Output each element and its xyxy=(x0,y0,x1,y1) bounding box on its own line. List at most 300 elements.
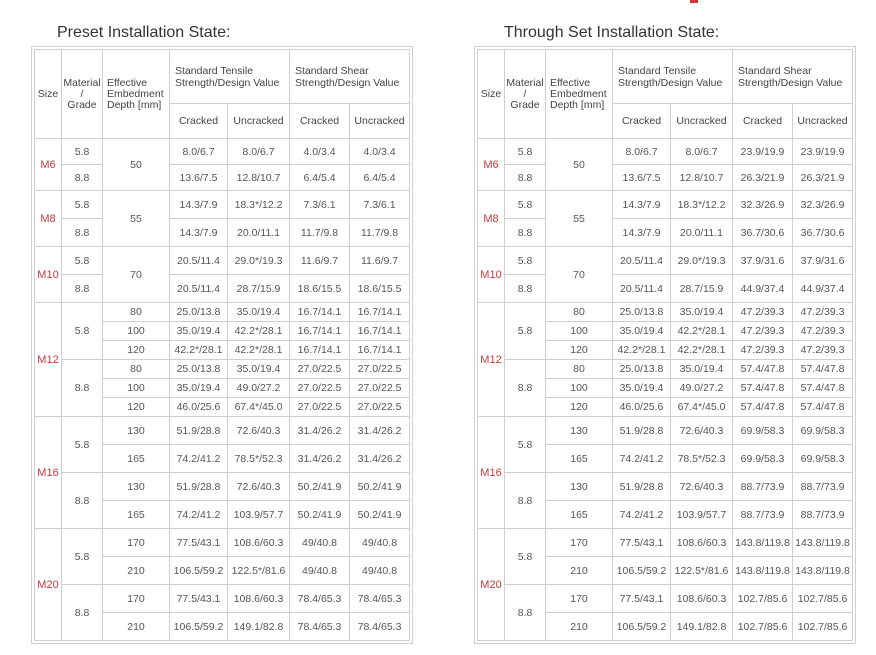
shear-uncracked-cell: 78.4/65.3 xyxy=(350,585,410,613)
tensile-uncracked-cell: 122.5*/81.6 xyxy=(228,557,290,585)
tensile-uncracked-cell: 35.0/19.4 xyxy=(228,303,290,322)
tensile-cracked-cell: 35.0/19.4 xyxy=(613,322,671,341)
material-header-line: / xyxy=(523,87,527,100)
shear-cracked-cell: 37.9/31.6 xyxy=(733,247,793,275)
tensile-cracked-cell: 106.5/59.2 xyxy=(170,613,228,641)
preset-table-frame xyxy=(31,46,413,644)
depth-cell: 70 xyxy=(546,247,613,303)
shear-uncracked-cell: 32.3/26.9 xyxy=(793,191,853,219)
shear-cracked-cell: 88.7/73.9 xyxy=(733,473,793,501)
material-header xyxy=(62,50,103,139)
table-row xyxy=(35,585,410,613)
header-row xyxy=(35,50,410,104)
shear-cracked-cell: 18.6/15.5 xyxy=(290,275,350,303)
tensile-cracked-cell: 42.2*/28.1 xyxy=(170,341,228,360)
tensile-header xyxy=(170,50,290,104)
tensile-cracked-cell: 46.0/25.6 xyxy=(170,398,228,417)
shear-uncracked-cell: 57.4/47.8 xyxy=(793,398,853,417)
table-row xyxy=(478,303,853,322)
grade-cell: 8.8 xyxy=(505,275,546,303)
table-row xyxy=(35,360,410,379)
grade-cell: 5.8 xyxy=(62,139,103,165)
shear-cracked-cell: 7.3/6.1 xyxy=(290,191,350,219)
cracked-header: Cracked xyxy=(290,104,350,139)
shear-cracked-cell: 27.0/22.5 xyxy=(290,360,350,379)
tensile-header-line: Strength/Design Value xyxy=(175,76,280,89)
tensile-cracked-cell: 25.0/13.8 xyxy=(170,303,228,322)
through-table-frame xyxy=(474,46,856,644)
depth-cell: 130 xyxy=(546,473,613,501)
table-row xyxy=(478,191,853,219)
tensile-uncracked-cell: 42.2*/28.1 xyxy=(671,341,733,360)
shear-cracked-cell: 26.3/21.9 xyxy=(733,165,793,191)
depth-cell: 130 xyxy=(103,473,170,501)
shear-cracked-cell: 50.2/41.9 xyxy=(290,501,350,529)
table-row xyxy=(478,529,853,557)
tensile-uncracked-cell: 122.5*/81.6 xyxy=(671,557,733,585)
size-cell: M16 xyxy=(478,417,505,529)
table-row xyxy=(478,275,853,303)
shear-cracked-cell: 57.4/47.8 xyxy=(733,360,793,379)
shear-cracked-cell: 6.4/5.4 xyxy=(290,165,350,191)
grade-cell: 8.8 xyxy=(62,473,103,529)
shear-cracked-cell: 143.8/119.8 xyxy=(733,529,793,557)
table-row xyxy=(478,473,853,501)
shear-header-line: Standard Shear xyxy=(738,64,812,77)
shear-uncracked-cell: 7.3/6.1 xyxy=(350,191,410,219)
depth-header-line: Effective xyxy=(107,76,148,89)
tensile-header-line: Strength/Design Value xyxy=(618,76,723,89)
table-row xyxy=(35,303,410,322)
tensile-cracked-cell: 35.0/19.4 xyxy=(170,379,228,398)
tensile-uncracked-cell: 35.0/19.4 xyxy=(671,360,733,379)
shear-uncracked-cell: 49/40.8 xyxy=(350,557,410,585)
tensile-cracked-cell: 106.5/59.2 xyxy=(613,557,671,585)
size-cell: M10 xyxy=(478,247,505,303)
tensile-header xyxy=(613,50,733,104)
shear-uncracked-cell: 57.4/47.8 xyxy=(793,360,853,379)
shear-cracked-cell: 27.0/22.5 xyxy=(290,379,350,398)
table-row xyxy=(35,191,410,219)
material-header-line: Material xyxy=(506,76,544,89)
shear-uncracked-cell: 16.7/14.1 xyxy=(350,341,410,360)
tensile-uncracked-cell: 35.0/19.4 xyxy=(228,360,290,379)
tensile-header-line: Standard Tensile xyxy=(175,64,254,77)
grade-cell: 8.8 xyxy=(62,275,103,303)
tensile-cracked-cell: 106.5/59.2 xyxy=(170,557,228,585)
shear-cracked-cell: 47.2/39.3 xyxy=(733,341,793,360)
table-row xyxy=(35,219,410,247)
shear-uncracked-cell: 50.2/41.9 xyxy=(350,473,410,501)
depth-cell: 120 xyxy=(546,341,613,360)
tensile-uncracked-cell: 67.4*/45.0 xyxy=(228,398,290,417)
tensile-cracked-cell: 77.5/43.1 xyxy=(613,585,671,613)
tensile-cracked-cell: 77.5/43.1 xyxy=(613,529,671,557)
shear-uncracked-cell: 31.4/26.2 xyxy=(350,445,410,473)
shear-cracked-cell: 31.4/26.2 xyxy=(290,445,350,473)
depth-cell: 130 xyxy=(546,417,613,445)
tensile-uncracked-cell: 28.7/15.9 xyxy=(228,275,290,303)
material-header-line: Grade xyxy=(67,98,97,111)
depth-cell: 70 xyxy=(103,247,170,303)
tensile-uncracked-cell: 78.5*/52.3 xyxy=(228,445,290,473)
table-row xyxy=(35,247,410,275)
shear-uncracked-cell: 88.7/73.9 xyxy=(793,501,853,529)
shear-cracked-cell: 50.2/41.9 xyxy=(290,473,350,501)
uncracked-header: Uncracked xyxy=(350,104,410,139)
depth-cell: 210 xyxy=(546,557,613,585)
shear-cracked-cell: 4.0/3.4 xyxy=(290,139,350,165)
tensile-uncracked-cell: 149.1/82.8 xyxy=(671,613,733,641)
shear-uncracked-cell: 47.2/39.3 xyxy=(793,322,853,341)
grade-cell: 5.8 xyxy=(62,247,103,275)
tensile-uncracked-cell: 42.2*/28.1 xyxy=(228,341,290,360)
depth-header xyxy=(103,50,170,139)
shear-uncracked-cell: 78.4/65.3 xyxy=(350,613,410,641)
shear-uncracked-cell: 44.9/37.4 xyxy=(793,275,853,303)
size-cell: M6 xyxy=(478,139,505,191)
grade-cell: 8.8 xyxy=(505,360,546,417)
uncracked-header: Uncracked xyxy=(228,104,290,139)
tensile-uncracked-cell: 20.0/11.1 xyxy=(671,219,733,247)
tensile-uncracked-cell: 103.9/57.7 xyxy=(228,501,290,529)
tensile-uncracked-cell: 29.0*/19.3 xyxy=(228,247,290,275)
tensile-uncracked-cell: 35.0/19.4 xyxy=(671,303,733,322)
tensile-cracked-cell: 74.2/41.2 xyxy=(613,445,671,473)
shear-cracked-cell: 44.9/37.4 xyxy=(733,275,793,303)
table-row xyxy=(478,219,853,247)
size-header xyxy=(478,50,505,139)
shear-cracked-cell: 78.4/65.3 xyxy=(290,585,350,613)
shear-cracked-cell: 32.3/26.9 xyxy=(733,191,793,219)
shear-uncracked-cell: 37.9/31.6 xyxy=(793,247,853,275)
shear-cracked-cell: 57.4/47.8 xyxy=(733,379,793,398)
shear-cracked-cell: 16.7/14.1 xyxy=(290,322,350,341)
depth-cell: 170 xyxy=(546,529,613,557)
grade-cell: 8.8 xyxy=(505,473,546,529)
shear-uncracked-cell: 47.2/39.3 xyxy=(793,341,853,360)
grade-cell: 5.8 xyxy=(505,417,546,473)
depth-cell: 55 xyxy=(546,191,613,247)
tensile-cracked-cell: 8.0/6.7 xyxy=(170,139,228,165)
grade-cell: 8.8 xyxy=(62,360,103,417)
shear-cracked-cell: 102.7/85.6 xyxy=(733,613,793,641)
tensile-header-line: Standard Tensile xyxy=(618,64,697,77)
depth-cell: 80 xyxy=(103,303,170,322)
tensile-uncracked-cell: 108.6/60.3 xyxy=(228,585,290,613)
tensile-cracked-cell: 8.0/6.7 xyxy=(613,139,671,165)
tensile-uncracked-cell: 149.1/82.8 xyxy=(228,613,290,641)
through-section-title: Through Set Installation State: xyxy=(504,24,720,41)
depth-cell: 120 xyxy=(103,398,170,417)
depth-cell: 165 xyxy=(103,445,170,473)
depth-cell: 50 xyxy=(546,139,613,191)
preset-table xyxy=(34,49,410,641)
tensile-uncracked-cell: 18.3*/12.2 xyxy=(671,191,733,219)
tensile-cracked-cell: 74.2/41.2 xyxy=(170,445,228,473)
depth-cell: 170 xyxy=(546,585,613,613)
depth-cell: 100 xyxy=(546,322,613,341)
shear-cracked-cell: 11.6/9.7 xyxy=(290,247,350,275)
material-header-line: Material xyxy=(63,76,101,89)
tensile-uncracked-cell: 72.6/40.3 xyxy=(228,417,290,445)
shear-uncracked-cell: 27.0/22.5 xyxy=(350,360,410,379)
tensile-cracked-cell: 77.5/43.1 xyxy=(170,529,228,557)
grade-cell: 5.8 xyxy=(62,303,103,360)
table-row xyxy=(478,417,853,445)
table-row xyxy=(35,417,410,445)
shear-uncracked-cell: 16.7/14.1 xyxy=(350,322,410,341)
tensile-cracked-cell: 14.3/7.9 xyxy=(170,219,228,247)
shear-uncracked-cell: 102.7/85.6 xyxy=(793,585,853,613)
shear-header-line: Strength/Design Value xyxy=(738,76,843,89)
depth-cell: 50 xyxy=(103,139,170,191)
tensile-uncracked-cell: 29.0*/19.3 xyxy=(671,247,733,275)
tensile-cracked-cell: 13.6/7.5 xyxy=(613,165,671,191)
through-table xyxy=(477,49,853,641)
tensile-cracked-cell: 25.0/13.8 xyxy=(170,360,228,379)
tensile-cracked-cell: 51.9/28.8 xyxy=(170,417,228,445)
grade-cell: 5.8 xyxy=(62,529,103,585)
depth-cell: 55 xyxy=(103,191,170,247)
shear-uncracked-cell: 27.0/22.5 xyxy=(350,398,410,417)
shear-uncracked-cell: 36.7/30.6 xyxy=(793,219,853,247)
tensile-uncracked-cell: 12.8/10.7 xyxy=(671,165,733,191)
tensile-uncracked-cell: 108.6/60.3 xyxy=(671,529,733,557)
depth-cell: 210 xyxy=(546,613,613,641)
depth-cell: 80 xyxy=(546,360,613,379)
cracked-header: Cracked xyxy=(733,104,793,139)
grade-cell: 5.8 xyxy=(505,191,546,219)
tensile-cracked-cell: 20.5/11.4 xyxy=(613,247,671,275)
tensile-uncracked-cell: 72.6/40.3 xyxy=(671,417,733,445)
tensile-cracked-cell: 35.0/19.4 xyxy=(170,322,228,341)
cracked-header: Cracked xyxy=(170,104,228,139)
shear-uncracked-cell: 102.7/85.6 xyxy=(793,613,853,641)
shear-header xyxy=(733,50,853,104)
depth-cell: 100 xyxy=(103,379,170,398)
size-cell: M8 xyxy=(35,191,62,247)
top-accent-mark xyxy=(690,0,698,3)
size-header-label: Size xyxy=(37,88,59,100)
tensile-uncracked-cell: 49.0/27.2 xyxy=(671,379,733,398)
tensile-cracked-cell: 13.6/7.5 xyxy=(170,165,228,191)
tensile-uncracked-cell: 49.0/27.2 xyxy=(228,379,290,398)
tensile-cracked-cell: 74.2/41.2 xyxy=(170,501,228,529)
shear-uncracked-cell: 23.9/19.9 xyxy=(793,139,853,165)
tensile-uncracked-cell: 12.8/10.7 xyxy=(228,165,290,191)
shear-cracked-cell: 16.7/14.1 xyxy=(290,303,350,322)
tensile-cracked-cell: 25.0/13.8 xyxy=(613,360,671,379)
material-header-line: Grade xyxy=(510,98,540,111)
tensile-cracked-cell: 14.3/7.9 xyxy=(613,191,671,219)
table-row xyxy=(478,139,853,165)
shear-cracked-cell: 143.8/119.8 xyxy=(733,557,793,585)
tensile-uncracked-cell: 108.6/60.3 xyxy=(671,585,733,613)
tensile-uncracked-cell: 8.0/6.7 xyxy=(671,139,733,165)
tensile-cracked-cell: 20.5/11.4 xyxy=(613,275,671,303)
shear-cracked-cell: 23.9/19.9 xyxy=(733,139,793,165)
tensile-cracked-cell: 77.5/43.1 xyxy=(170,585,228,613)
shear-header-line: Strength/Design Value xyxy=(295,76,400,89)
tensile-uncracked-cell: 18.3*/12.2 xyxy=(228,191,290,219)
shear-uncracked-cell: 49/40.8 xyxy=(350,529,410,557)
depth-cell: 130 xyxy=(103,417,170,445)
tensile-uncracked-cell: 67.4*/45.0 xyxy=(671,398,733,417)
shear-cracked-cell: 69.9/58.3 xyxy=(733,417,793,445)
depth-cell: 120 xyxy=(546,398,613,417)
grade-cell: 5.8 xyxy=(505,247,546,275)
tensile-uncracked-cell: 78.5*/52.3 xyxy=(671,445,733,473)
shear-uncracked-cell: 11.6/9.7 xyxy=(350,247,410,275)
tensile-uncracked-cell: 28.7/15.9 xyxy=(671,275,733,303)
shear-cracked-cell: 27.0/22.5 xyxy=(290,398,350,417)
size-cell: M16 xyxy=(35,417,62,529)
depth-header-line: Depth [mm] xyxy=(550,98,605,111)
shear-uncracked-cell: 26.3/21.9 xyxy=(793,165,853,191)
shear-uncracked-cell: 69.9/58.3 xyxy=(793,417,853,445)
shear-cracked-cell: 57.4/47.8 xyxy=(733,398,793,417)
tensile-cracked-cell: 20.5/11.4 xyxy=(170,275,228,303)
size-cell: M20 xyxy=(35,529,62,641)
depth-cell: 80 xyxy=(103,360,170,379)
depth-cell: 165 xyxy=(546,445,613,473)
uncracked-header: Uncracked xyxy=(793,104,853,139)
grade-cell: 5.8 xyxy=(505,529,546,585)
size-cell: M6 xyxy=(35,139,62,191)
size-cell: M20 xyxy=(478,529,505,641)
grade-cell: 8.8 xyxy=(62,219,103,247)
shear-uncracked-cell: 16.7/14.1 xyxy=(350,303,410,322)
shear-uncracked-cell: 11.7/9.8 xyxy=(350,219,410,247)
size-header xyxy=(35,50,62,139)
size-header-label: Size xyxy=(480,88,502,100)
shear-cracked-cell: 102.7/85.6 xyxy=(733,585,793,613)
header-row xyxy=(478,50,853,104)
depth-cell: 210 xyxy=(103,613,170,641)
depth-cell: 165 xyxy=(103,501,170,529)
depth-header-line: Depth [mm] xyxy=(107,98,162,111)
depth-header-line: Effective xyxy=(550,76,591,89)
grade-cell: 5.8 xyxy=(505,303,546,360)
shear-uncracked-cell: 143.8/119.8 xyxy=(793,529,853,557)
shear-uncracked-cell: 31.4/26.2 xyxy=(350,417,410,445)
depth-cell: 170 xyxy=(103,585,170,613)
depth-cell: 170 xyxy=(103,529,170,557)
tensile-cracked-cell: 35.0/19.4 xyxy=(613,379,671,398)
tensile-cracked-cell: 46.0/25.6 xyxy=(613,398,671,417)
size-cell: M12 xyxy=(35,303,62,417)
grade-cell: 8.8 xyxy=(505,165,546,191)
tensile-uncracked-cell: 72.6/40.3 xyxy=(671,473,733,501)
shear-header xyxy=(290,50,410,104)
tensile-cracked-cell: 51.9/28.8 xyxy=(170,473,228,501)
material-header-line: / xyxy=(80,87,84,100)
depth-header xyxy=(546,50,613,139)
tensile-cracked-cell: 25.0/13.8 xyxy=(613,303,671,322)
shear-uncracked-cell: 69.9/58.3 xyxy=(793,445,853,473)
grade-cell: 8.8 xyxy=(505,585,546,641)
tensile-uncracked-cell: 72.6/40.3 xyxy=(228,473,290,501)
tensile-cracked-cell: 51.9/28.8 xyxy=(613,473,671,501)
shear-cracked-cell: 47.2/39.3 xyxy=(733,322,793,341)
depth-cell: 100 xyxy=(103,322,170,341)
shear-uncracked-cell: 47.2/39.3 xyxy=(793,303,853,322)
table-row xyxy=(35,529,410,557)
material-header xyxy=(505,50,546,139)
table-row xyxy=(478,360,853,379)
tensile-uncracked-cell: 103.9/57.7 xyxy=(671,501,733,529)
tensile-cracked-cell: 106.5/59.2 xyxy=(613,613,671,641)
size-cell: M8 xyxy=(478,191,505,247)
shear-cracked-cell: 36.7/30.6 xyxy=(733,219,793,247)
tensile-cracked-cell: 14.3/7.9 xyxy=(613,219,671,247)
shear-cracked-cell: 16.7/14.1 xyxy=(290,341,350,360)
depth-cell: 210 xyxy=(103,557,170,585)
table-row xyxy=(35,473,410,501)
tensile-cracked-cell: 20.5/11.4 xyxy=(170,247,228,275)
shear-cracked-cell: 31.4/26.2 xyxy=(290,417,350,445)
tensile-cracked-cell: 14.3/7.9 xyxy=(170,191,228,219)
shear-cracked-cell: 11.7/9.8 xyxy=(290,219,350,247)
table-row xyxy=(478,165,853,191)
tensile-uncracked-cell: 42.2*/28.1 xyxy=(228,322,290,341)
shear-cracked-cell: 49/40.8 xyxy=(290,529,350,557)
tensile-cracked-cell: 74.2/41.2 xyxy=(613,501,671,529)
preset-section-title: Preset Installation State: xyxy=(57,24,231,41)
shear-uncracked-cell: 57.4/47.8 xyxy=(793,379,853,398)
grade-cell: 8.8 xyxy=(505,219,546,247)
table-row xyxy=(35,139,410,165)
grade-cell: 5.8 xyxy=(505,139,546,165)
grade-cell: 8.8 xyxy=(62,585,103,641)
shear-uncracked-cell: 143.8/119.8 xyxy=(793,557,853,585)
shear-cracked-cell: 88.7/73.9 xyxy=(733,501,793,529)
shear-uncracked-cell: 50.2/41.9 xyxy=(350,501,410,529)
shear-uncracked-cell: 4.0/3.4 xyxy=(350,139,410,165)
size-cell: M12 xyxy=(478,303,505,417)
size-cell: M10 xyxy=(35,247,62,303)
depth-cell: 100 xyxy=(546,379,613,398)
depth-header-line: Embedment xyxy=(550,87,607,100)
tensile-uncracked-cell: 108.6/60.3 xyxy=(228,529,290,557)
grade-cell: 8.8 xyxy=(62,165,103,191)
table-row xyxy=(478,585,853,613)
shear-uncracked-cell: 27.0/22.5 xyxy=(350,379,410,398)
shear-cracked-cell: 78.4/65.3 xyxy=(290,613,350,641)
tensile-cracked-cell: 42.2*/28.1 xyxy=(613,341,671,360)
depth-header-line: Embedment xyxy=(107,87,164,100)
shear-uncracked-cell: 18.6/15.5 xyxy=(350,275,410,303)
tensile-uncracked-cell: 42.2*/28.1 xyxy=(671,322,733,341)
grade-cell: 5.8 xyxy=(62,191,103,219)
grade-cell: 5.8 xyxy=(62,417,103,473)
cracked-header: Cracked xyxy=(613,104,671,139)
tensile-uncracked-cell: 20.0/11.1 xyxy=(228,219,290,247)
table-row xyxy=(35,165,410,191)
table-row xyxy=(35,275,410,303)
shear-cracked-cell: 49/40.8 xyxy=(290,557,350,585)
tensile-uncracked-cell: 8.0/6.7 xyxy=(228,139,290,165)
shear-cracked-cell: 69.9/58.3 xyxy=(733,445,793,473)
depth-cell: 165 xyxy=(546,501,613,529)
shear-uncracked-cell: 6.4/5.4 xyxy=(350,165,410,191)
depth-cell: 120 xyxy=(103,341,170,360)
shear-uncracked-cell: 88.7/73.9 xyxy=(793,473,853,501)
depth-cell: 80 xyxy=(546,303,613,322)
tensile-cracked-cell: 51.9/28.8 xyxy=(613,417,671,445)
shear-cracked-cell: 47.2/39.3 xyxy=(733,303,793,322)
